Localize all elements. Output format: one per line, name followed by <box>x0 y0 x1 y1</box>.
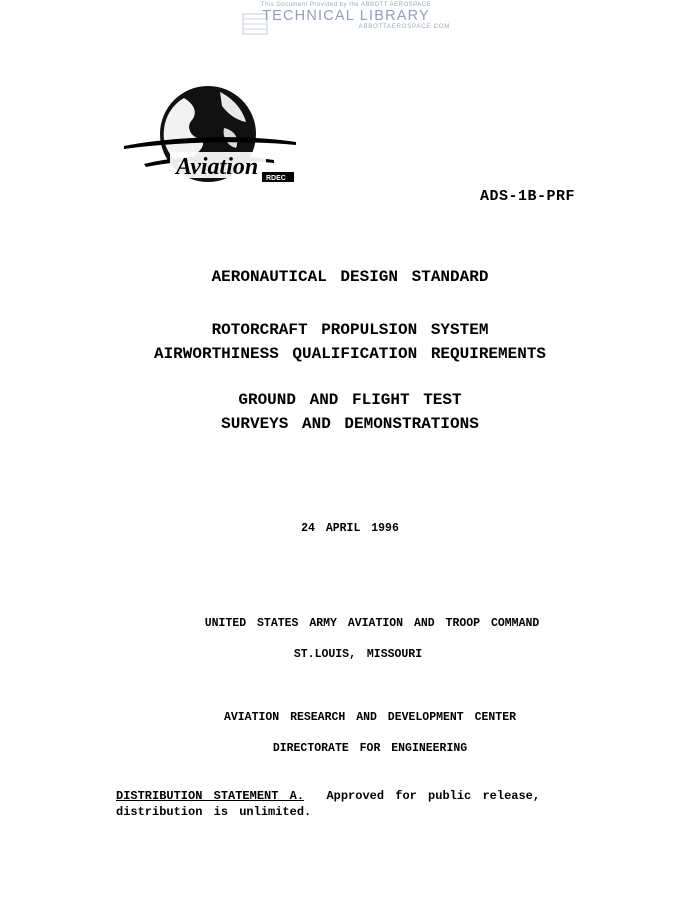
watermark-provided-by: This Document Provided by the ABBOTT AEROSPACE <box>260 2 432 8</box>
command-location: ST.LOUIS, MISSOURI <box>293 648 423 661</box>
subtitle-line-2: SURVEYS AND DEMONSTRATIONS <box>221 415 479 433</box>
research-center: AVIATION RESEARCH AND DEVELOPMENT CENTER <box>223 711 517 724</box>
logo-subtext: RDEC <box>266 175 286 182</box>
directorate: DIRECTORATE FOR ENGINEERING <box>272 742 468 755</box>
watermark-library: TECHNICAL LIBRARY <box>262 8 430 24</box>
logo-script-text: Aviation <box>176 154 259 180</box>
distribution-label: DISTRIBUTION STATEMENT A. <box>116 789 305 803</box>
command-name: UNITED STATES ARMY AVIATION AND TROOP COMMAND <box>204 617 540 630</box>
title-line-2: AIRWORTHINESS QUALIFICATION REQUIREMENTS <box>153 345 547 363</box>
standard-title: AERONAUTICAL DESIGN STANDARD <box>211 268 489 286</box>
distribution-text-1: Approved for public release, <box>326 789 541 803</box>
document-date: 24 APRIL 1996 <box>301 522 399 535</box>
document-id: ADS-1B-PRF <box>480 188 576 205</box>
subtitle-line-1: GROUND AND FLIGHT TEST <box>238 391 462 409</box>
title-line-1: ROTORCRAFT PROPULSION SYSTEM <box>211 321 489 339</box>
distribution-statement <box>116 788 540 820</box>
distribution-text-2: distribution is unlimited. <box>116 805 312 819</box>
watermark-site: ABBOTTAEROSPACE.COM <box>358 24 450 30</box>
aviation-rdec-logo <box>124 84 298 192</box>
watermark <box>236 2 456 31</box>
